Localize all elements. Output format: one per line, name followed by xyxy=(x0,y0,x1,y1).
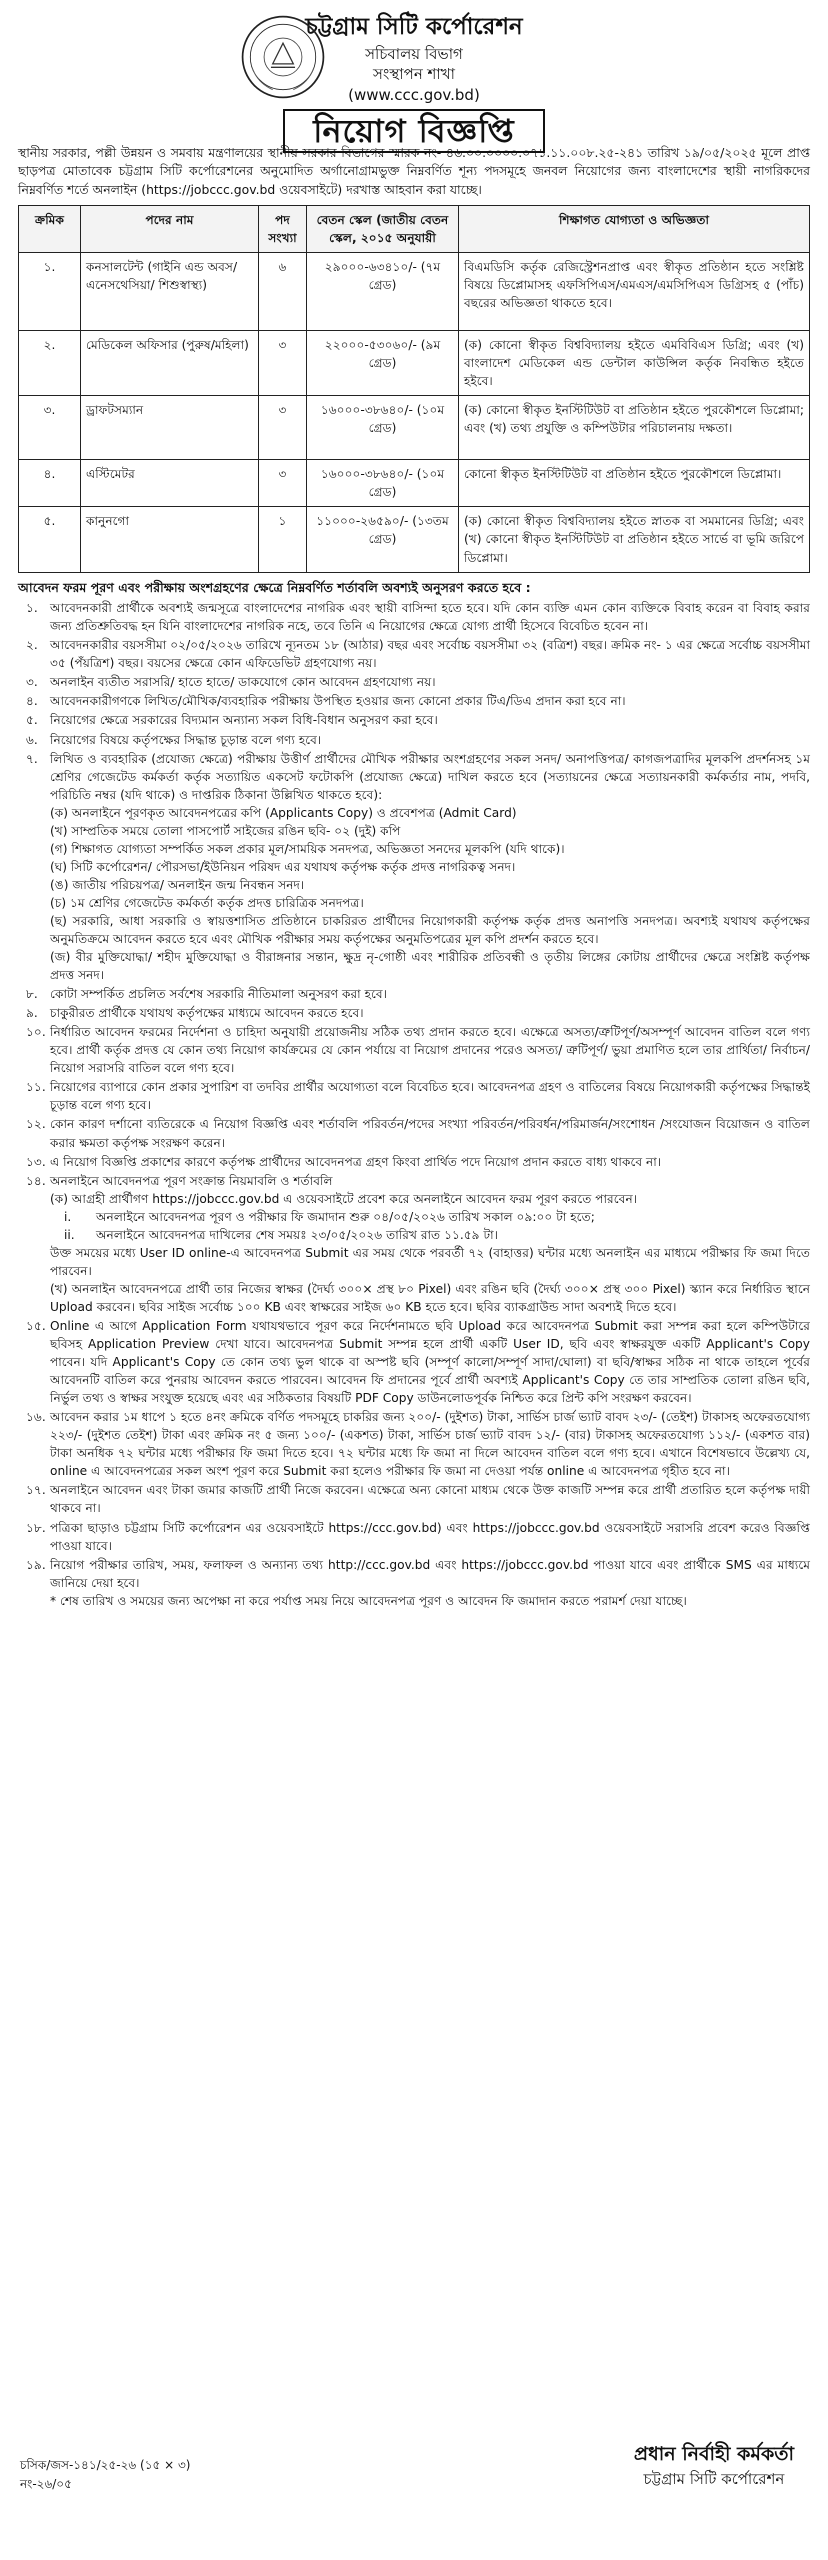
signature-block xyxy=(634,2440,794,2490)
list-item: ১২. কোন কারণ দর্শানো ব্যতিরেকে এ নিয়োগ বিজ্ঞপ্তি এবং শর্তাবলি পরিবর্তন/পদের সংখ্যা পরিবর্তন/পরিবর্ধন/পরিমার্জন/সংশোধন /সংযোজন বিয়োজন ও বাতিল করার ক্ষমতা কর্তৃপক্ষ সংরক্ষণ করেন। xyxy=(26,1117,810,1150)
sub-item: (গ) শিক্ষাগত যোগ্যতা সম্পর্কিত সকল প্রকার মূল/সাময়িক সনদপত্র, অভিজ্ঞতা সনদের মূলকপি (যদি থাকে)। xyxy=(50,841,565,856)
list-item: ১০. নির্ধারিত আবেদন ফরমের নির্দেশনা ও চাহিদা অনুযায়ী প্রয়োজনীয় সঠিক তথ্য প্রদান করতে হবে। এক্ষেত্রে অসত্য/ত্রুটিপূর্ণ/অসম্পূর্ণ আবেদন বাতিল বলে গণ্য হবে। প্রার্থী কর্তৃক প্রদত্ত যে কোন তথ্য নিয়োগ কার্যক্রমের যে কোন পর্যায়ে বা নিয়োগ প্রদানের পরেও অসত্য/ ত্রুটিপূর্ণ/ ভুয়া প্রমাণিত হলে তার প্রার্থিতা/ নির্বাচন/ নিয়োগ সরাসরি বাতিল বলে গণ্য হবে। xyxy=(26,1025,810,1076)
list-item: ১৫. Online এ আগে Application Form যথাযথভাবে পূরণ করে নির্দেশনামতে ছবি Upload করে আবেদনপত্র Submit করা সম্পন্ন করা হলে কম্পিউটারে ছবিসহ Application Preview দেখা যাবে। আবেদনপত্র Submit সম্পন্ন হলে প্রার্থী একটি User ID, ছবি এবং স্বাক্ষরযুক্ত একটি Applicant's Copy পাবেন। যদি Applicant's Copy তে কোন তথ্য ভুল থাকে বা অস্পষ্ট ছবি (সম্পূর্ণ কালো/সম্পূর্ণ সাদা/ঘোলা) বা ছবি/স্বাক্ষর সঠিক না থাকে তাহলে পূর্বের আবেদনটি বাতিল করে পুনরায় আবেদন করতে পারবেন। আবেদন ফি প্রদানের পূর্বে প্রার্থী অবশ্যই Applicant's Copy তে তার সাম্প্রতিক তোলা রঙিন ছবি, নির্ভুল তথ্য ও স্বাক্ষর সংযুক্ত হয়েছে এবং এর সঠিকতার বিষয়টি PDF Copy ডাউনলোডপূর্বক নিশ্চিত করে প্রিন্ট কপি সংরক্ষণ করবেন। xyxy=(26,1319,810,1406)
row-scale: ২২০০০-৫৩০৬০/- (৯ম গ্রেড) xyxy=(307,331,459,396)
document-sublist xyxy=(50,804,810,984)
online-rules-sublist xyxy=(50,1190,810,1316)
list-item: ৮. কোটা সম্পর্কিত প্রচলিত সর্বশেষ সরকারি নীতিমালা অনুসরণ করা হবে। xyxy=(26,987,388,1002)
row-scale: ১৬০০০-৩৮৬৪০/- (১০ম গ্রেড) xyxy=(307,396,459,460)
list-item: ১৩. এ নিয়োগ বিজ্ঞপ্তি প্রকাশের কারণে কর্তৃপক্ষ প্রার্থীদের আবেদনপত্র গ্রহণ কিংবা প্রার্থিত পদে নিয়োগ প্রদান করতে বাধ্য থাকবে না। xyxy=(26,1154,662,1169)
row-qualification: (ক) কোনো স্বীকৃত বিশ্ববিদ্যালয় হইতে স্নাতক বা সমমানের ডিগ্রি; এবং (খ) কোনো স্বীকৃত ইনস্টিটিউট বা প্রতিষ্ঠান হইতে সার্ভে বা ভূমি জরিপে ডিপ্লোমা। xyxy=(459,507,810,572)
memo-reference xyxy=(20,2456,190,2494)
sub-item: ii. অনলাইনে আবেদনপত্র দাখিলের শেষ সময়ঃ ২৩/০৫/২০২৬ তারিখ রাত ১১.৫৯ টা। xyxy=(64,1227,498,1242)
list-item: ৭. লিখিত ও ব্যবহারিক (প্রযোজ্য ক্ষেত্রে) পরীক্ষায় উত্তীর্ণ প্রার্থীদের মৌখিক পরীক্ষার অংশগ্রহণের সকল সনদ/ অনাপত্তিপত্র/ কাগজপত্রাদির মূলকপি প্রদর্শনসহ ১ম শ্রেণির গেজেটেড কর্মকর্তা কর্তৃক সত্যায়িত একসেট ফটোকপি (প্রযোজ্য ক্ষেত্রে) দাখিল করতে হবে (সত্যায়নের ক্ষেত্রে সত্যায়নকারী কর্মকর্তার নাম, পদবি, পরিচিতি নম্বর (যদি থাকে) ও দাপ্তরিক ঠিকানা উল্লিখিত থাকতে হবে): (ক) অনলাইনে পূরণকৃত আবেদনপত্রের কপি (Applicants Copy) ও প্রবেশপত্র (Admit Card) (খ) সাম্প্রতিক সময়ে তোলা পাসপোর্ট সাইজের রঙিন ছবি- ০২ (দুই) কপি (গ) শিক্ষাগত যোগ্যতা সম্পর্কিত সকল প্রকার মূল/সাময়িক সনদপত্র, অভিজ্ঞতা সনদের মূলকপি (যদি থাকে)। (ঘ) সিটি কর্পোরেশন/ পৌরসভা/ইউনিয়ন পরিষদ এর যথাযথ কর্তৃপক্ষ কর্তৃক প্রদত্ত নাগরিকত্ব সনদ। (ঙ) জাতীয় পরিচয়পত্র/ অনলাইন জন্ম নিবন্ধন সনদ। (চ) ১ম শ্রেণির গেজেটেড কর্মকর্তা কর্তৃক প্রদত্ত চারিত্রিক সনদপত্র। (ছ) সরকারি, আধা সরকারি ও স্বায়ত্তশাসিত প্রতিষ্ঠানে চাকরিরত প্রার্থীদের নিয়োগকারী কর্তৃপক্ষ কর্তৃক প্রদত্ত অনাপত্তি সনদপত্র। অবশ্যই যথাযথ কর্তৃপক্ষের অনুমতিক্রমে আবেদন করতে হবে এবং মৌখিক পরীক্ষার সময় কর্তৃপক্ষের অনুমতিপত্রের মূল কপি প্রদর্শন করতে হবে। (জ) বীর মুক্তিযোদ্ধা/ শহীদ মুক্তিযোদ্ধা ও বীরাঙ্গনার সন্তান, ক্ষুদ্র নৃ-গোষ্ঠী এবং শারীরিক প্রতিবন্ধী ও তৃতীয় লিঙ্গের কোটায় প্রার্থীদের ক্ষেত্রে সংশ্লিষ্ট কর্তৃপক্ষ প্রদত্ত সনদ। xyxy=(18,750,810,985)
row-scale: ২৯০০০-৬৩৪১০/- (৭ম গ্রেড) xyxy=(307,253,459,331)
row-post: কানুনগো xyxy=(81,507,259,572)
row-serial: ৪. xyxy=(19,460,81,507)
notice-header xyxy=(18,10,810,150)
list-item: ৩. অনলাইন ব্যতীত সরাসরি/ হাতে হাতে/ ডাকযোগে কোন আবেদন গ্রহণযোগ্য নয়। xyxy=(26,675,436,690)
sub-item: (খ) সাম্প্রতিক সময়ে তোলা পাসপোর্ট সাইজের রঙিন ছবি- ০২ (দুই) কপি xyxy=(50,823,401,838)
row-serial: ১. xyxy=(19,253,81,331)
row-count: ৩ xyxy=(259,460,307,507)
list-item: ৬. নিয়োগের বিষয়ে কর্তৃপক্ষের সিদ্ধান্ত চূড়ান্ত বলে গণ্য হবে। xyxy=(26,732,322,747)
conditions-list xyxy=(18,599,810,1610)
sub-item: (ছ) সরকারি, আধা সরকারি ও স্বায়ত্তশাসিত প্রতিষ্ঠানে চাকরিরত প্রার্থীদের নিয়োগকারী কর্তৃপক্ষ কর্তৃক প্রদত্ত অনাপত্তি সনদপত্র। অবশ্যই যথাযথ কর্তৃপক্ষের অনুমতিক্রমে আবেদন করতে হবে এবং মৌখিক পরীক্ষার সময় কর্তৃপক্ষের অনুমতিপত্রের মূল কপি প্রদর্শন করতে হবে। xyxy=(50,913,810,947)
list-item: ১১. নিয়োগের ব্যাপারে কোন প্রকার সুপারিশ বা তদবির প্রার্থীর অযোগ্যতা বলে বিবেচিত হবে। আবেদনপত্র গ্রহণ ও বাতিলের বিষয়ে নিয়োগকারী কর্তৃপক্ষের সিদ্ধান্তই চূড়ান্ত বলে গণ্য হবে। xyxy=(26,1080,810,1113)
col-header-qualification: শিক্ষাগত যোগ্যতা ও অভিজ্ঞতা xyxy=(459,206,810,253)
sub-item: (চ) ১ম শ্রেণির গেজেটেড কর্মকর্তা কর্তৃক প্রদত্ত চারিত্রিক সনদপত্র। xyxy=(50,895,364,910)
col-header-post: পদের নাম xyxy=(81,206,259,253)
row-count: ৬ xyxy=(259,253,307,331)
website: (www.ccc.gov.bd) xyxy=(348,85,480,104)
organization-name: চট্টগ্রাম সিটি কর্পোরেশন xyxy=(305,14,523,40)
row-count: ১ xyxy=(259,507,307,572)
sub-item: (ঘ) সিটি কর্পোরেশন/ পৌরসভা/ইউনিয়ন পরিষদ এর যথাযথ কর্তৃপক্ষ কর্তৃক প্রদত্ত নাগরিকত্ব সনদ। xyxy=(50,859,516,874)
row-serial: ২. xyxy=(19,331,81,396)
row-scale: ১১০০০-২৬৫৯০/- (১৩তম গ্রেড) xyxy=(307,507,459,572)
sub-item-note: উক্ত সময়ের মধ্যে User ID online-এ আবেদনপত্র Submit এর সময় থেকে পরবর্তী ৭২ (বাহাত্তর) ঘন্টার মধ্যে অনলাইন এর মাধ্যমে পরীক্ষার ফি জমা দিতে পারবেন। xyxy=(50,1245,810,1278)
row-post: এস্টিমেটর xyxy=(81,460,259,507)
row-post: মেডিকেল অফিসার (পুরুষ/মহিলা) xyxy=(81,331,259,396)
list-item: ৫. নিয়োগের ক্ষেত্রে সরকারের বিদ্যমান অন্যান্য সকল বিধি-বিধান অনুসরণ করা হবে। xyxy=(26,713,438,728)
posts-table xyxy=(18,205,810,572)
row-scale: ১৬০০০-৩৮৬৪০/- (১০ম গ্রেড) xyxy=(307,460,459,507)
department-name: সচিবালয় বিভাগ xyxy=(365,45,463,64)
list-item: ১৪. অনলাইনে আবেদনপত্র পূরণ সংক্রান্ত নিয়মাবলি ও শর্তাবলি (ক) আগ্রহী প্রার্থীগণ https://jobccc.gov.bd এ ওয়েবসাইটে প্রবেশ করে অনলাইনে আবেদন ফরম পূরণ করতে পারবেন। i. অনলাইনে আবেদনপত্র পূরণ ও পরীক্ষার ফি জমাদান শুরু ০৪/০৫/২০২৬ তারিখ সকাল ০৯:০০ টা হতে; ii. অনলাইনে আবেদনপত্র দাখিলের শেষ সময়ঃ ২৩/০৫/২০২৬ তারিখ রাত ১১.৫৯ টা। উক্ত সময়ের মধ্যে User ID online-এ আবেদনপত্র Submit এর সময় থেকে পরবর্তী ৭২ (বাহাত্তর) ঘন্টার মধ্যে অনলাইন এর মাধ্যমে পরীক্ষার ফি জমা দিতে পারবেন। (খ) অনলাইন আবেদনপত্রে প্রার্থী তার নিজের স্বাক্ষর (দৈর্ঘ্য ৩০০× প্রস্থ ৮০ Pixel) এবং রঙিন ছবি (দৈর্ঘ্য ৩০০× প্রস্থ ৩০০ Pixel) স্ক্যান করে নির্ধারিত স্থানে Upload করবেন। ছবির সাইজ সর্বোচ্চ ১০০ KB এবং স্বাক্ষরের সাইজ ৬০ KB হতে হবে। ছবির ব্যাকগ্রাউন্ড সাদা অবশ্যই দিতে হবে। xyxy=(18,1172,810,1316)
memo-line: নং-২৬/০৫ xyxy=(20,2477,72,2492)
page-title: নিয়োগ বিজ্ঞপ্তি xyxy=(283,109,544,153)
sub-item: (জ) বীর মুক্তিযোদ্ধা/ শহীদ মুক্তিযোদ্ধা ও বীরাঙ্গনার সন্তান, ক্ষুদ্র নৃ-গোষ্ঠী এবং শারীরিক প্রতিবন্ধী ও তৃতীয় লিঙ্গের কোটায় প্রার্থীদের ক্ষেত্রে সংশ্লিষ্ট কর্তৃপক্ষ প্রদত্ত সনদ। xyxy=(50,950,810,983)
sub-item: (ঙ) জাতীয় পরিচয়পত্র/ অনলাইন জন্ম নিবন্ধন সনদ। xyxy=(50,877,305,892)
table-row xyxy=(19,460,810,507)
table-row xyxy=(19,396,810,460)
section-name: সংস্থাপন শাখা xyxy=(373,65,455,84)
memo-line: চসিক/জস-১৪১/২৫-২৬ (১৫ × ৩) xyxy=(20,2458,191,2472)
sub-item: (ক) আগ্রহী প্রার্থীগণ https://jobccc.gov.bd এ ওয়েবসাইটে প্রবেশ করে অনলাইনে আবেদন ফরম পূরণ করতে পারবেন। xyxy=(50,1191,638,1206)
col-header-count: পদ সংখ্যা xyxy=(259,206,307,253)
row-post: কনসালটেন্ট (গাইনি এন্ড অবস/ এনেসথেসিয়া/ শিশুস্বাস্থ্য) xyxy=(81,253,259,331)
list-item: ৯. চাকুরীরত প্রার্থীকে যথাযথ কর্তৃপক্ষের মাধ্যমে আবেদন করতে হবে। xyxy=(26,1006,364,1021)
advice-note: * শেষ তারিখ ও সময়ের জন্য অপেক্ষা না করে পর্যাপ্ত সময় নিয়ে আবেদনপত্র পূরণ ও আবেদন ফি জমাদান করতে পরামর্শ দেয়া যাচ্ছে। xyxy=(50,1593,687,1608)
sub-item: i. অনলাইনে আবেদনপত্র পূরণ ও পরীক্ষার ফি জমাদান শুরু ০৪/০৫/২০২৬ তারিখ সকাল ০৯:০০ টা হতে; xyxy=(64,1209,595,1224)
sub-item: (ক) অনলাইনে পূরণকৃত আবেদনপত্রের কপি (Applicants Copy) ও প্রবেশপত্র (Admit Card) xyxy=(50,805,517,820)
row-qualification: কোনো স্বীকৃত ইনস্টিটিউট বা প্রতিষ্ঠান হইতে পুরকৌশলে ডিপ্লোমা। xyxy=(459,460,810,507)
row-qualification: (ক) কোনো স্বীকৃত ইনস্টিটিউট বা প্রতিষ্ঠান হইতে পুরকৌশলে ডিপ্লোমা; এবং (খ) তথ্য প্রযুক্তি ও কম্পিউটার পরিচালনায় দক্ষতা। xyxy=(459,396,810,460)
intro-paragraph: স্থানীয় সরকার, পল্লী উন্নয়ন ও সমবায় মন্ত্রণালয়ের স্থানীয় সরকার বিভাগের স্মারক নং- ৪৬.০০.০০০০.০৭১.১১.০০৮.২৫-২৪১ তারিখ ১৯/০৫/২০২৫ মূলে প্রাপ্ত ছাড়পত্র মোতাবেক চট্টগ্রাম সিটি কর্পোরেশনের অনুমোদিত অর্গানোগ্রামভুক্ত নিম্নবর্ণিত শূন্য পদসমূহে জনবল নিয়োগের জন্য বাংলাদেশের স্থায়ী নাগরিকদের নিম্নবর্ণিত শর্তে অনলাইন (https://jobccc.gov.bd ওয়েবসাইটে) দরখাস্ত আহবান করা যাচ্ছে। xyxy=(18,145,810,197)
list-item: ৪. আবেদনকারীগণকে লিখিত/মৌখিক/ব্যবহারিক পরীক্ষায় উপস্থিত হওয়ার জন্য কোনো প্রকার টিএ/ডিএ প্রদান করা হবে না। xyxy=(26,694,626,709)
col-header-serial: ক্রমিক xyxy=(19,206,81,253)
table-header-row xyxy=(19,206,810,253)
list-item: ১৮. পত্রিকা ছাড়াও চট্টগ্রাম সিটি কর্পোরেশন এর ওয়েবসাইটে https://ccc.gov.bd) এবং https://jobccc.gov.bd ওয়েবসাইটে সরাসরি প্রবেশ করেও বিজ্ঞপ্তি পাওয়া যাবে। xyxy=(26,1520,810,1553)
signatory-title: প্রধান নির্বাহী কর্মকর্তা xyxy=(633,2443,794,2465)
table-row xyxy=(19,507,810,572)
col-header-scale: বেতন স্কেল (জাতীয় বেতন স্কেল, ২০১৫ অনুযায়ী xyxy=(307,206,459,253)
row-count: ৩ xyxy=(259,331,307,396)
row-qualification: (ক) কোনো স্বীকৃত বিশ্ববিদ্যালয় হইতে এমবিবিএস ডিগ্রি; এবং (খ) বাংলাদেশ মেডিকেল এন্ড ডেন্টাল কাউন্সিল কর্তৃক নিবন্ধিত হইতে হইবে। xyxy=(459,331,810,396)
table-row xyxy=(19,253,810,331)
row-post: ড্রাফটসম্যান xyxy=(81,396,259,460)
row-serial: ৫. xyxy=(19,507,81,572)
row-qualification: বিএমডিসি কর্তৃক রেজিস্ট্রেশনপ্রাপ্ত এবং স্বীকৃত প্রতিষ্ঠান হতে সংশ্লিষ্ট বিষয়ে ডিপ্লোমাসহ এফসিপিএস/এমএস/এমসিপিএস ডিগ্রিসহ ৫ (পাঁচ) বছরের অভিজ্ঞতা থাকতে হবে। xyxy=(459,253,810,331)
row-serial: ৩. xyxy=(19,396,81,460)
table-row xyxy=(19,331,810,396)
corporation-seal-icon xyxy=(240,14,326,100)
row-count: ৩ xyxy=(259,396,307,460)
sub-item: (খ) অনলাইন আবেদনপত্রে প্রার্থী তার নিজের স্বাক্ষর (দৈর্ঘ্য ৩০০× প্রস্থ ৮০ Pixel) এবং রঙিন ছবি (দৈর্ঘ্য ৩০০× প্রস্থ ৩০০ Pixel) স্ক্যান করে নির্ধারিত স্থানে Upload করবেন। ছবির সাইজ সর্বোচ্চ ১০০ KB এবং স্বাক্ষরের সাইজ ৬০ KB হতে হবে। ছবির ব্যাকগ্রাউন্ড সাদা অবশ্যই দিতে হবে। xyxy=(50,1281,810,1314)
list-item: ১৭. অনলাইনে আবেদন এবং টাকা জমার কাজটি প্রার্থী নিজে করবেন। এক্ষেত্রে অন্য কোনো মাধ্যম থেকে উক্ত কাজটি সম্পন্ন করে প্রার্থী প্রতারিত হলে কর্তৃপক্ষ দায়ী থাকবে না। xyxy=(26,1483,810,1516)
list-item: ১৯. নিয়োগ পরীক্ষার তারিখ, সময়, ফলাফল ও অন্যান্য তথ্য http://ccc.gov.bd এবং https://jobccc.gov.bd পাওয়া যাবে এবং প্রার্থীকে SMS এর মাধ্যমে জানিয়ে দেয়া হবে। * শেষ তারিখ ও সময়ের জন্য অপেক্ষা না করে পর্যাপ্ত সময় নিয়ে আবেদনপত্র পূরণ ও আবেদন ফি জমাদান করতে পরামর্শ দেয়া যাচ্ছে। xyxy=(18,1556,810,1610)
list-item: ১৬. আবেদন করার ১ম ধাপে ১ হতে ৪নং ক্রমিকে বর্ণিত পদসমূহে চাকরির জন্য ২০০/- (দুইশত) টাকা, সার্ভিস চার্জ ভ্যাট বাবদ ২৩/- (তেইশ) টাকাসহ অফেরতযোগ্য ২২৩/- (দুইশত তেইশ) টাকা এবং ক্রমিক নং ৫ জন্য ১০০/- (একশত) টাকা, সার্ভিস চার্জ ভ্যাট বাবদ ১২/- (বার) টাকাসহ অফেরতযোগ্য ১১২/- (একশত বার) টাকা অনধিক ৭২ ঘন্টার মধ্যে পরীক্ষার ফি জমা দিতে হবে। ৭২ ঘন্টার মধ্যে ফি জমা না দিলে আবেদন বাতিল বলে গণ্য হবে। এখানে বিশেষভাবে উল্লেখ্য যে, online এ আবেদনপত্রের সকল অংশ পূরণ করে Submit করা হলেও পরীক্ষার ফি জমা না দেওয়া পর্যন্ত online এ আবেদনপত্র গৃহীত হবে না। xyxy=(26,1410,810,1479)
list-item: ২. আবেদনকারীর বয়সসীমা ০২/০৫/২০২৬ তারিখে ন্যূনতম ১৮ (আঠার) বছর এবং সর্বোচ্চ বয়সসীমা ৩২ (বত্রিশ) বছর। ক্রমিক নং- ১ এর ক্ষেত্রে সর্বোচ্চ বয়সসীমা ৩৫ (পঁয়ত্রিশ) বছর। বয়সের ক্ষেত্রে কোন এফিডেভিট গ্রহণযোগ্য নয়। xyxy=(26,638,810,671)
conditions-title: আবেদন ফরম পূরণ এবং পরীক্ষায় অংশগ্রহণের ক্ষেত্রে নিম্নবর্ণিত শর্তাবলি অবশ্যই অনুসরণ করতে হবে : xyxy=(18,579,531,595)
list-item: ১. আবেদনকারী প্রার্থীকে অবশ্যই জন্মসূত্রে বাংলাদেশের নাগরিক এবং স্থায়ী বাসিন্দা হতে হবে। যদি কোন ব্যক্তি এমন কোন ব্যক্তিকে বিবাহ করেন বা বিবাহ করার জন্য প্রতিশ্রুতিবদ্ধ হন যিনি বাংলাদেশের নাগরিক নহে, তবে তিনি এ নিয়োগের ক্ষেত্রে যোগ্য প্রার্থী হিসেবে বিবেচিত হবেন না। xyxy=(26,601,810,634)
signatory-org: চট্টগ্রাম সিটি কর্পোরেশন xyxy=(643,2470,785,2489)
